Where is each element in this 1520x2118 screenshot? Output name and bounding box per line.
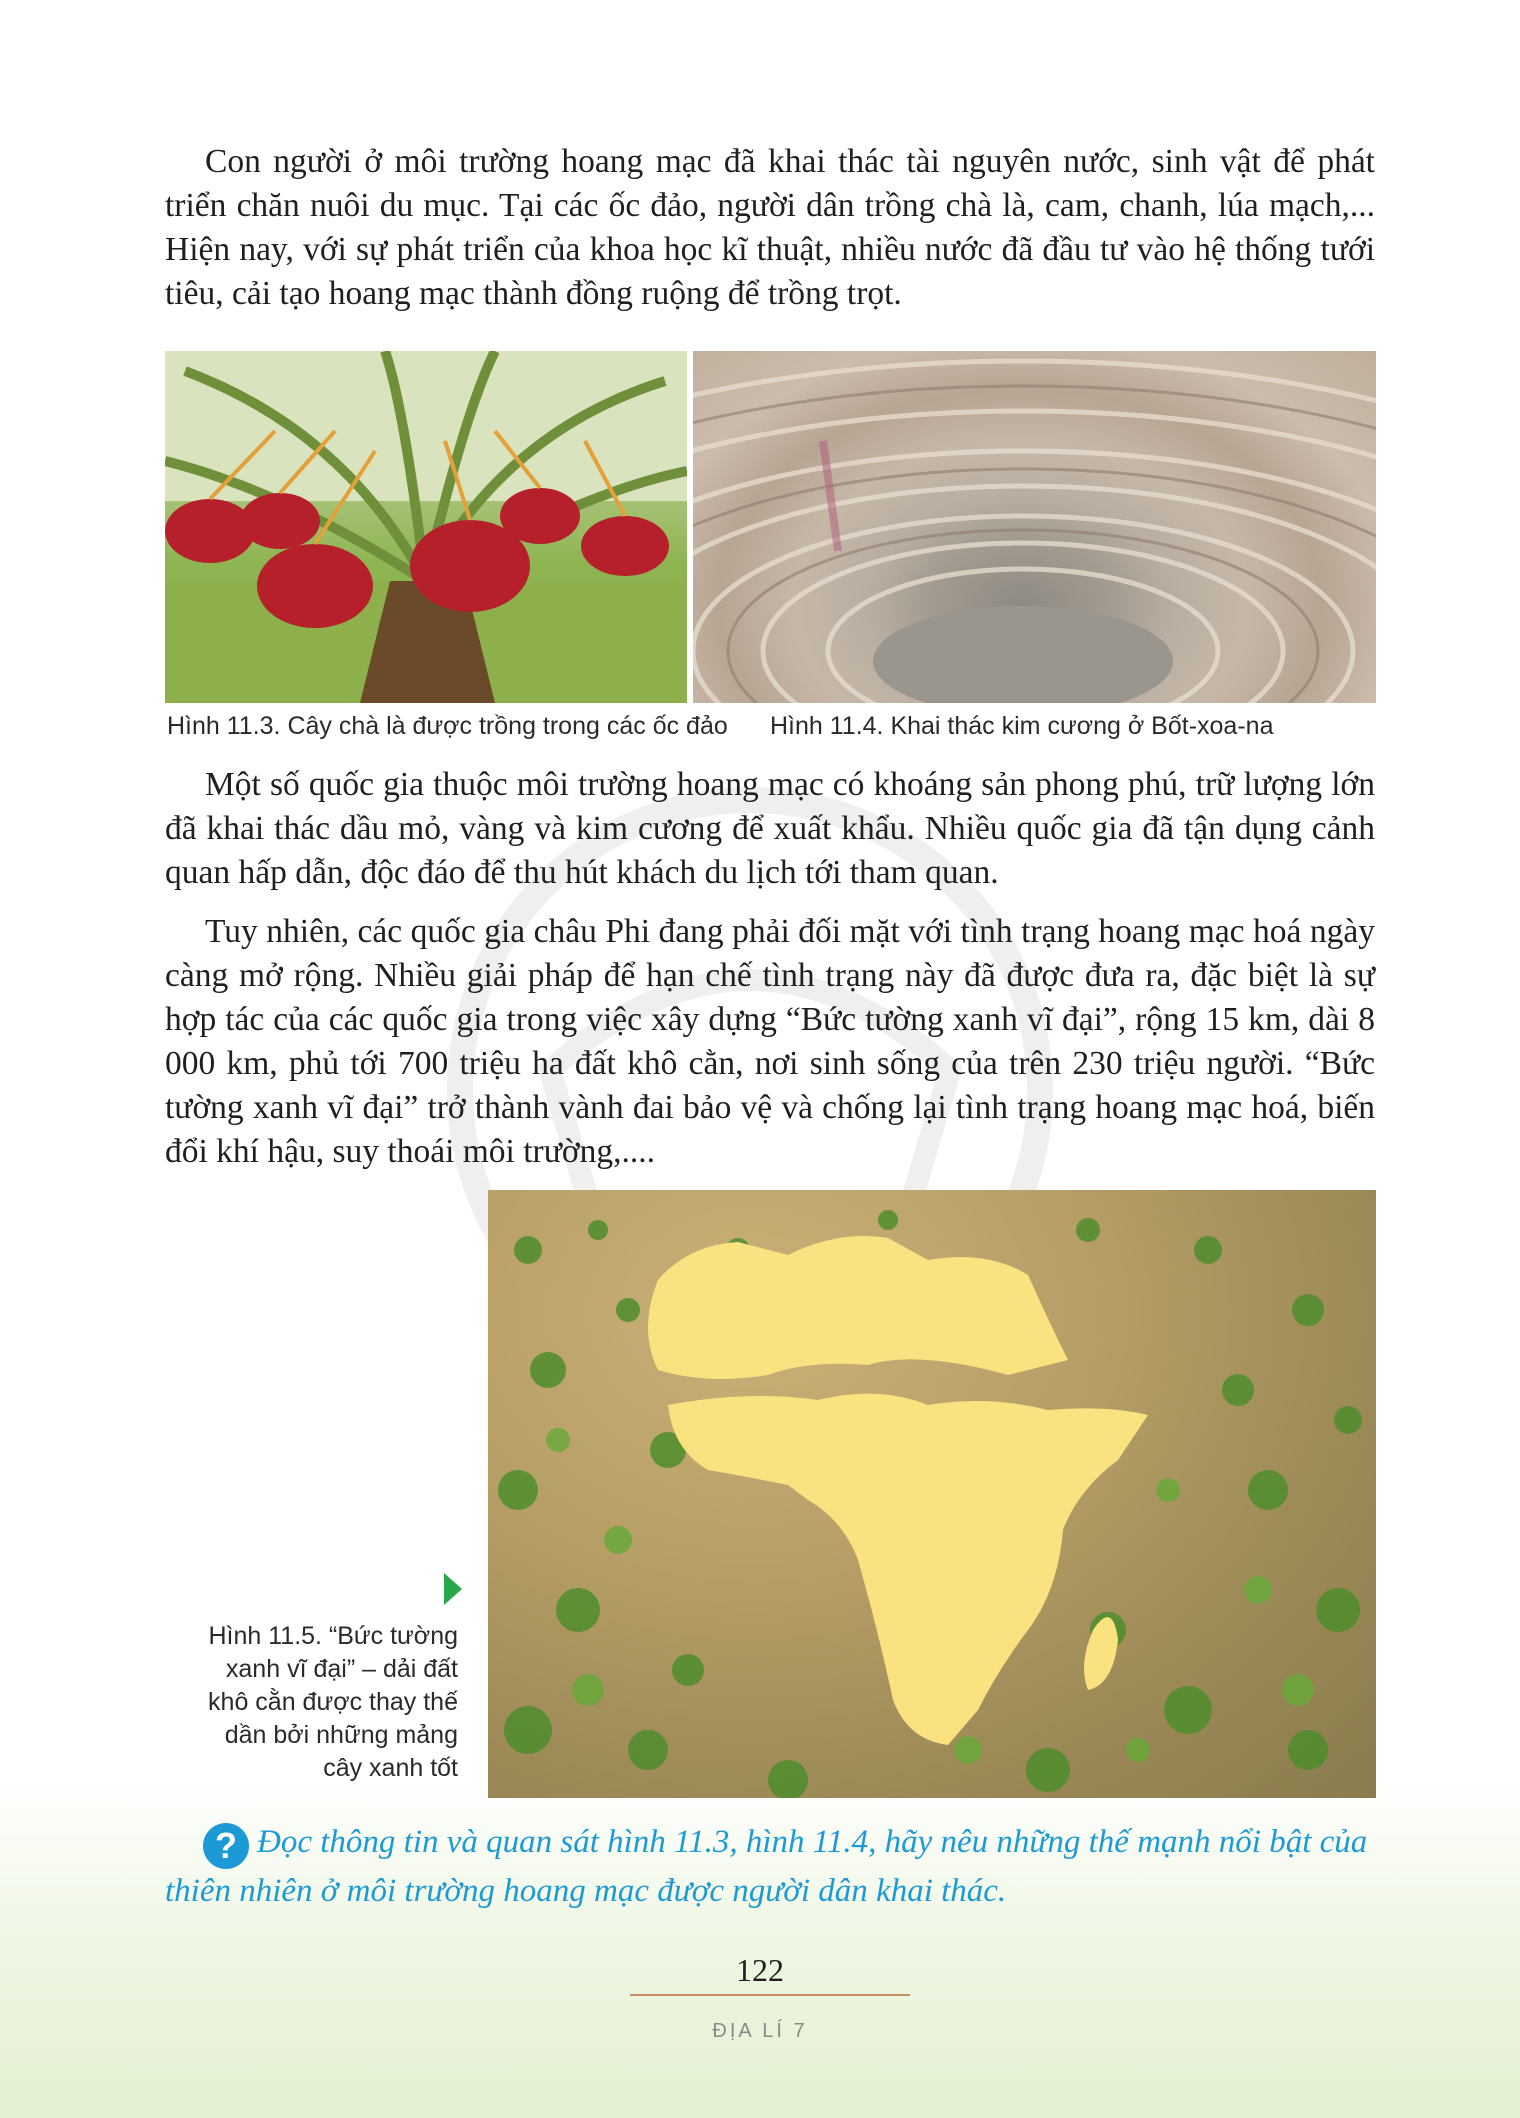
book-title: ĐỊA LÍ 7: [712, 2020, 808, 2042]
figure-pointer-icon: [444, 1573, 462, 1605]
figure-caption-11-3: Hình 11.3. Cây chà là được trồng trong các ốc đảo: [167, 712, 728, 740]
diamond-mine-photo: [693, 351, 1376, 703]
footer-divider: [630, 1994, 910, 1996]
paragraph-herding-oases: Con người ở môi trường hoang mạc đã khai thác tài nguyên nước, sinh vật để phát triển chăn nuôi du mục. Tại các ốc đảo, người dân trồng chà là, cam, chanh, lúa mạch,... Hiện nay, với sự phát triển của khoa học kĩ thuật, nhiều nước đã đầu tư vào hệ thống tưới tiêu, cải tạo hoang mạc thành đồng ruộng để trồng trọt.: [165, 143, 1375, 312]
question-prompt: ? Đọc thông tin và quan sát hình 11.3, hình 11.4, hãy nêu những thế mạnh nổi bật của thiên nhiên ở môi trường hoang mạc được người dân khai thác.: [165, 1824, 1368, 1909]
question-mark-icon: ?: [203, 1823, 249, 1869]
page-number: 122: [736, 1952, 784, 1988]
paragraph-great-green-wall: Tuy nhiên, các quốc gia châu Phi đang phải đối mặt với tình trạng hoang mạc hoá ngày càng mở rộng. Nhiều giải pháp để hạn chế tình trạng này đã được đưa ra, đặc biệt là sự hợp tác của các quốc gia trong việc xây dựng “Bức tường xanh vĩ đại”, rộng 15 km, dài 8 000 km, phủ tới 700 triệu ha đất khô cằn, nơi sinh sống của trên 230 triệu người. “Bức tường xanh vĩ đại” trở thành vành đai bảo vệ và chống lại tình trạng hoang mạc hoá, biến đổi khí hậu, suy thoái môi trường,....: [165, 913, 1375, 1170]
figure-caption-11-4: Hình 11.4. Khai thác kim cương ở Bốt-xoa-na: [770, 712, 1274, 740]
date-palm-photo: [165, 351, 687, 703]
paragraph-minerals-tourism: Một số quốc gia thuộc môi trường hoang mạc có khoáng sản phong phú, trữ lượng lớn đã khai thác dầu mỏ, vàng và kim cương để xuất khẩu. Nhiều quốc gia đã tận dụng cảnh quan hấp dẫn, độc đáo để thu hút khách du lịch tới tham quan.: [165, 766, 1375, 891]
figure-caption-11-5: Hình 11.5. “Bức tường xanh vĩ đại” – dải đất khô cằn được thay thế dần bởi những mảng cây xanh tốt: [208, 1622, 458, 1782]
great-green-wall-photo: [488, 1190, 1376, 1798]
